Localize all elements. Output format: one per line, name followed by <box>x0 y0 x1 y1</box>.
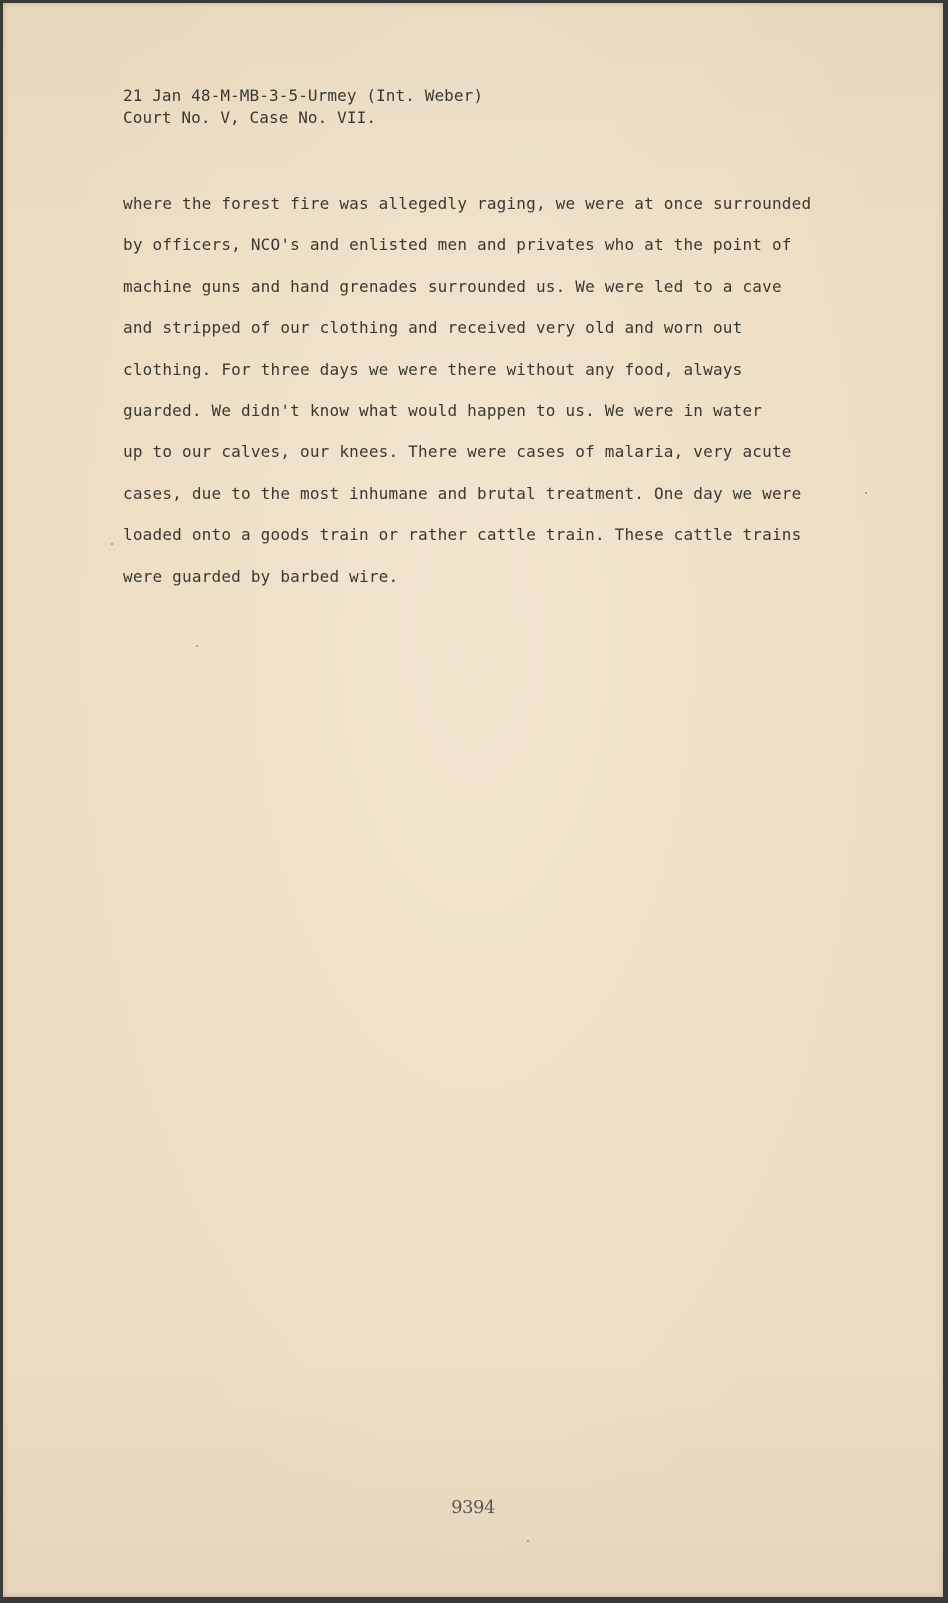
body-line: loaded onto a goods train or rather cattle train. These cattle trains <box>123 525 802 545</box>
paper-speck <box>111 543 113 545</box>
body-line: up to our calves, our knees. There were cases of malaria, very acute <box>123 442 792 462</box>
body-line: by officers, NCO's and enlisted men and privates who at the point of <box>123 235 792 255</box>
header-reference-line: 21 Jan 48-M-MB-3-5-Urmey (Int. Weber) <box>123 86 484 105</box>
body-line: cases, due to the most inhumane and brutal treatment. One day we were <box>123 483 802 503</box>
paper-speck <box>196 645 198 647</box>
document-header <box>123 85 483 129</box>
paper-speck <box>865 492 867 494</box>
document-page <box>3 3 943 1597</box>
body-line: where the forest fire was allegedly raging, we were at once surrounded <box>123 194 812 213</box>
body-line: and stripped of our clothing and received very old and worn out <box>123 318 743 338</box>
paper-speck <box>527 1540 529 1542</box>
testimony-body <box>123 183 843 597</box>
page-number: 9394 <box>451 1497 495 1518</box>
body-line: machine guns and hand grenades surrounded us. We were led to a cave <box>123 276 782 296</box>
body-line: were guarded by barbed wire. <box>123 566 399 586</box>
body-line: guarded. We didn't know what would happen to us. We were in water <box>123 401 763 421</box>
header-court-line: Court No. V, Case No. VII. <box>123 108 377 127</box>
body-line: clothing. For three days we were there without any food, always <box>123 359 743 379</box>
